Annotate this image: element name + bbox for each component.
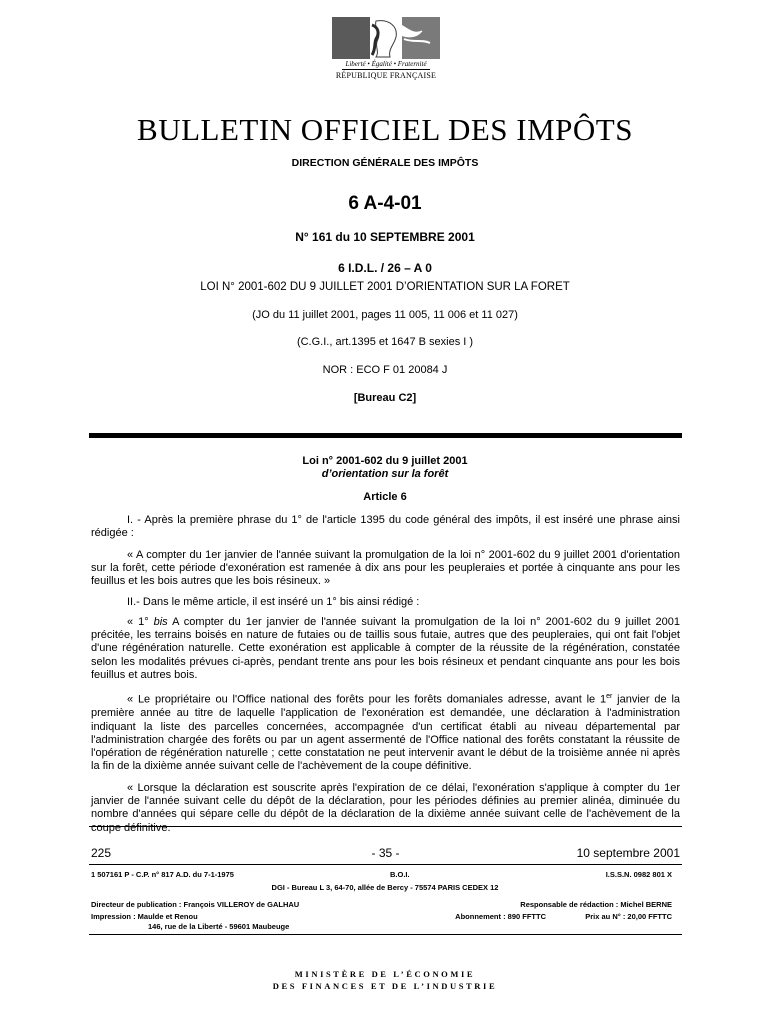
ministry-line-2: DES FINANCES ET DE L’INDUSTRIE <box>272 981 498 991</box>
page-number: - 35 - <box>371 846 400 860</box>
page-footer <box>91 846 680 862</box>
dgi-address: DGI - Bureau L 3, 64-70, allée de Bercy - 75574 PARIS CEDEX 12 <box>271 883 499 892</box>
bulletin-number: 225 <box>91 846 112 860</box>
subscription-price: Abonnement : 890 FFTTC <box>455 912 546 921</box>
ministry-signature <box>0 968 770 992</box>
paragraph-1: I. - Après la première phrase du 1° de l'article 1395 du code général des impôts, il est inséré une phrase ainsi rédigée : <box>91 514 680 540</box>
marianne-flag-icon <box>332 17 440 59</box>
paragraph-4: « 1° bis A compter du 1er janvier de l'année suivant la promulgation de la loi n° 2001-602 du 9 juillet 2001 précitée, les terrains boisés en nature de futaies ou de taillis sous futaie, autres que des peupleraies, qui ont fait l'objet d'une régénération naturelle. Cette exonération est applicable à compter de la réussite de la régénération, constatée selon les modalités prévues ci-après, pendant trente ans pour les bois résineux et pendant cinquante ans pour les bois feuillus et autres bois. <box>91 615 680 681</box>
bulletin-title: BULLETIN OFFICIEL DES IMPÔTS <box>137 112 633 147</box>
nor-reference: NOR : ECO F 01 20084 J <box>322 364 448 376</box>
paragraph-2: « A compter du 1er janvier de l'année suivant la promulgation de la loi n° 2001-602 du 9 juillet 2001 d'orientation sur la forêt, cette période d'exonération est ramenée à dix ans pour les peupleraies et portée à cinquante ans pour les feuillus et les bois autres que les bois résineux. » <box>91 548 680 588</box>
ministry-line-1: MINISTÈRE DE L’ÉCONOMIE <box>294 969 476 979</box>
paragraph-5: « Le propriétaire ou l'Office national des forêts pour les forêts domaniales adresse, avant le 1er janvier de la première année au titre de laquelle l'application de l'exonération est demandée, une déclaration à l'administration indiquant la liste des parcelles concernées, accompagnée d'un certificat établi au niveau départemental par l'administration chargée des forêts ou par un agent assermenté de l'Office national des forêts constatant la réussite de l'opération de régénération naturelle ; cette constatation ne peut intervenir avant le début de la troisième année ni après la fin de la dixième année suivant celle de l'achèvement de la coupe définitive. <box>91 693 681 773</box>
editor-in-chief: Responsable de rédaction : Michel BERNE <box>520 900 672 909</box>
document-code: 6 A-4-01 <box>348 193 422 214</box>
logo-motto: Liberté • Égalité • Fraternité <box>345 60 427 68</box>
law-title: Loi n° 2001-602 du 9 juillet 2001 <box>302 455 468 467</box>
journal-officiel-reference: (JO du 11 juillet 2001, pages 11 005, 11 006 et 11 027) <box>252 309 518 321</box>
printer-address: 146, rue de la Liberté - 59601 Maubeuge <box>148 922 290 931</box>
boi-label: B.O.I. <box>390 870 410 879</box>
article-body <box>91 514 680 843</box>
paragraph-3: II.- Dans le même article, il est inséré un 1° bis ainsi rédigé : <box>127 596 420 609</box>
law-subtitle: d’orientation sur la forêt <box>321 468 449 480</box>
printer: Impression : Maulde et Renou <box>91 912 198 921</box>
law-reference: LOI N° 2001-602 DU 9 JUILLET 2001 D’ORIENTATION SUR LA FORET <box>200 281 570 293</box>
logo-republic-name: RÉPUBLIQUE FRANÇAISE <box>335 71 437 80</box>
issue-price: Prix au N° : 20,00 FFTTC <box>585 912 672 921</box>
issn: I.S.S.N. 0982 801 X <box>605 870 672 879</box>
bureau-reference: [Bureau C2] <box>353 392 417 404</box>
direction-subtitle: DIRECTION GÉNÉRALE DES IMPÔTS <box>291 157 479 169</box>
footer-divider-top <box>89 826 682 827</box>
cgi-reference: (C.G.I., art.1395 et 1647 B sexies I ) <box>296 336 474 348</box>
article-heading: Article 6 <box>363 491 407 503</box>
section-divider <box>89 433 682 438</box>
footer-divider-middle <box>89 864 682 865</box>
publication-date: 10 septembre 2001 <box>576 846 680 860</box>
idl-reference: 6 I.D.L. / 26 – A 0 <box>338 261 432 275</box>
cp-reference: 1 507161 P - C.P. n° 817 A.D. du 7-1-1975 <box>91 870 234 879</box>
colophon-line-1 <box>91 870 672 880</box>
logo-divider <box>342 69 430 70</box>
paragraph-6: « Lorsque la déclaration est souscrite après l'expiration de ce délai, l'exonération s'applique à compter du 1er janvier de l'année suivant celle du dépôt de la déclaration, pour les périodes définies au premier alinéa, diminuée du nombre d'années qui sépare celle du dépôt de la déclaration de la dixième année suivant celle de l'achèvement de la coupe définitive. <box>91 781 680 834</box>
issue-number: N° 161 du 10 SEPTEMBRE 2001 <box>295 230 475 244</box>
colophon-line-4 <box>91 912 672 922</box>
publication-director: Directeur de publication : François VILLEROY de GALHAU <box>91 900 300 909</box>
republique-francaise-logo <box>332 17 440 87</box>
footer-divider-bottom <box>89 934 682 935</box>
colophon-line-3 <box>91 900 672 910</box>
